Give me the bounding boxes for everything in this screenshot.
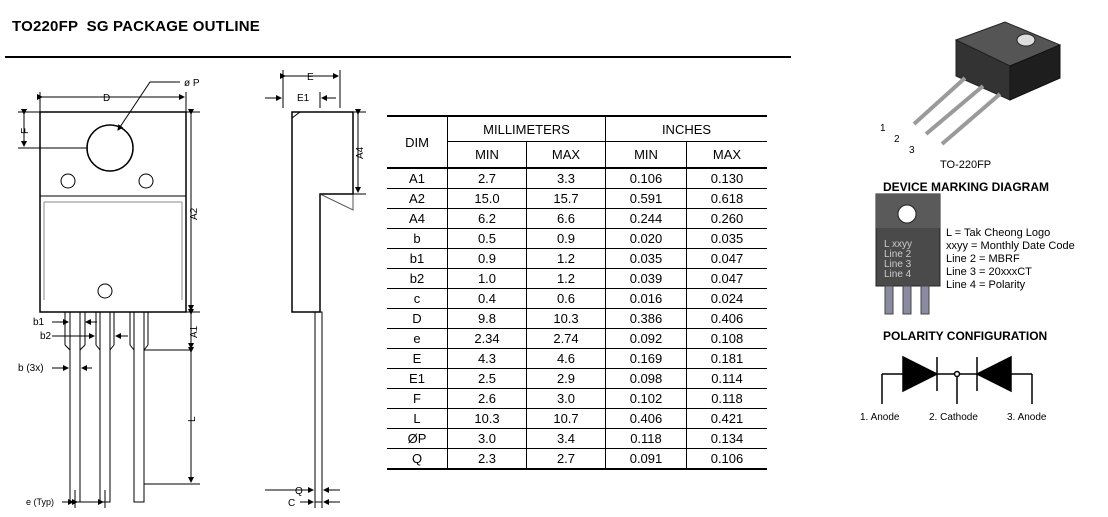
- table-row: [387, 349, 767, 369]
- marking-title: DEVICE MARKING DIAGRAM: [883, 180, 1050, 194]
- pkg-pin-3: 3: [909, 145, 915, 156]
- dim-value-cell: 0.020: [606, 229, 687, 249]
- dim-value-cell: 2.3: [448, 449, 527, 470]
- dim-value-cell: 0.591: [606, 189, 687, 209]
- label-b1: b1: [33, 317, 45, 328]
- dim-value-cell: 0.114: [687, 369, 768, 389]
- dim-value-cell: 0.106: [606, 168, 687, 189]
- table-header-mm: MILLIMETERS: [448, 116, 606, 142]
- dim-value-cell: 15.7: [527, 189, 606, 209]
- dim-value-cell: 6.2: [448, 209, 527, 229]
- dim-value-cell: 0.386: [606, 309, 687, 329]
- label-a1: A1: [189, 325, 200, 338]
- dim-value-cell: 3.3: [527, 168, 606, 189]
- dim-value-cell: 0.9: [448, 249, 527, 269]
- pkg-pin-2: 2: [894, 134, 900, 145]
- label-f: F: [20, 127, 31, 134]
- table-row: [387, 309, 767, 329]
- dim-value-cell: 0.118: [687, 389, 768, 409]
- label-d: D: [103, 93, 111, 104]
- dim-value-cell: 0.118: [606, 429, 687, 449]
- polarity-pin-2: 2. Cathode: [929, 412, 978, 423]
- dim-value-cell: 0.035: [606, 249, 687, 269]
- dim-value-cell: 2.5: [448, 369, 527, 389]
- polarity-title: POLARITY CONFIGURATION: [883, 329, 1048, 343]
- dim-value-cell: 0.134: [687, 429, 768, 449]
- dim-value-cell: 0.4: [448, 289, 527, 309]
- pkg-pin-1: 1: [880, 123, 886, 134]
- dim-value-cell: 10.3: [448, 409, 527, 429]
- dim-value-cell: 0.406: [687, 309, 768, 329]
- dim-value-cell: 0.047: [687, 269, 768, 289]
- dim-value-cell: 0.6: [527, 289, 606, 309]
- dim-name-cell: A4: [387, 209, 448, 229]
- dim-value-cell: 0.169: [606, 349, 687, 369]
- dim-value-cell: 10.3: [527, 309, 606, 329]
- dim-value-cell: 2.6: [448, 389, 527, 409]
- legend-line: Line 2 = MBRF: [946, 253, 1020, 265]
- dim-value-cell: 0.181: [687, 349, 768, 369]
- dim-value-cell: 9.8: [448, 309, 527, 329]
- dim-value-cell: 0.108: [687, 329, 768, 349]
- dim-name-cell: D: [387, 309, 448, 329]
- legend-line: Line 4 = Polarity: [946, 279, 1026, 291]
- polarity-pin-3: 3. Anode: [1007, 412, 1047, 423]
- table-header-in-max: MAX: [687, 142, 768, 169]
- chip-line-3: Line 3: [884, 259, 912, 270]
- page-title: TO220FP SG PACKAGE OUTLINE: [12, 18, 260, 35]
- mount-hole: [87, 125, 133, 171]
- label-etyp: e (Typ): [26, 497, 55, 507]
- polarity-pin-1: 1. Anode: [860, 412, 900, 423]
- dim-value-cell: 0.098: [606, 369, 687, 389]
- dim-value-cell: 2.34: [448, 329, 527, 349]
- dim-value-cell: 0.047: [687, 249, 768, 269]
- dim-value-cell: 6.6: [527, 209, 606, 229]
- table-row: [387, 409, 767, 429]
- dim-value-cell: 0.130: [687, 168, 768, 189]
- dim-value-cell: 1.2: [527, 249, 606, 269]
- dim-value-cell: 0.091: [606, 449, 687, 470]
- dim-name-cell: L: [387, 409, 448, 429]
- label-b2: b2: [40, 331, 52, 342]
- label-l: L: [187, 416, 198, 422]
- dim-value-cell: 10.7: [527, 409, 606, 429]
- label-c: C: [288, 498, 296, 509]
- table-row: [387, 329, 767, 349]
- label-e: E: [307, 72, 314, 83]
- table-header-in: INCHES: [606, 116, 768, 142]
- dim-value-cell: 2.74: [527, 329, 606, 349]
- dim-value-cell: 4.6: [527, 349, 606, 369]
- dim-value-cell: 0.5: [448, 229, 527, 249]
- dim-value-cell: 0.106: [687, 449, 768, 470]
- dim-name-cell: b: [387, 229, 448, 249]
- table-row: [387, 289, 767, 309]
- dim-value-cell: 0.618: [687, 189, 768, 209]
- dim-value-cell: 15.0: [448, 189, 527, 209]
- package-caption: TO-220FP: [940, 159, 992, 171]
- dim-name-cell: ØP: [387, 429, 448, 449]
- dim-name-cell: b2: [387, 269, 448, 289]
- dimension-table: [387, 115, 767, 470]
- dim-value-cell: 2.7: [527, 449, 606, 470]
- dim-name-cell: A1: [387, 168, 448, 189]
- table-row: [387, 429, 767, 449]
- label-q: Q: [295, 486, 303, 497]
- chip-line-4: Line 4: [884, 269, 912, 280]
- dim-name-cell: e: [387, 329, 448, 349]
- dim-value-cell: 1.0: [448, 269, 527, 289]
- table-row: [387, 249, 767, 269]
- front-body: [40, 112, 186, 312]
- table-row: [387, 449, 767, 470]
- table-header-mm-min: MIN: [448, 142, 527, 169]
- label-e1: E1: [297, 93, 310, 104]
- dim-value-cell: 0.102: [606, 389, 687, 409]
- label-phip: ø P: [184, 78, 200, 89]
- polarity-schematic: [882, 357, 1032, 404]
- table-row: [387, 229, 767, 249]
- table-row: [387, 269, 767, 289]
- marking-legend: [946, 227, 1075, 292]
- table-header-mm-max: MAX: [527, 142, 606, 169]
- dim-value-cell: 0.039: [606, 269, 687, 289]
- dim-name-cell: A2: [387, 189, 448, 209]
- dim-name-cell: F: [387, 389, 448, 409]
- dim-value-cell: 3.4: [527, 429, 606, 449]
- table-row: [387, 369, 767, 389]
- dim-value-cell: 0.9: [527, 229, 606, 249]
- dim-value-cell: 0.024: [687, 289, 768, 309]
- dim-value-cell: 0.016: [606, 289, 687, 309]
- chip-line-2: Line 2: [884, 249, 912, 260]
- dim-value-cell: 0.244: [606, 209, 687, 229]
- dim-value-cell: 0.092: [606, 329, 687, 349]
- dim-value-cell: 2.7: [448, 168, 527, 189]
- dim-value-cell: 4.3: [448, 349, 527, 369]
- package-3d-image: [914, 22, 1060, 144]
- dim-name-cell: Q: [387, 449, 448, 470]
- dim-name-cell: c: [387, 289, 448, 309]
- dim-value-cell: 0.260: [687, 209, 768, 229]
- legend-line: L = Tak Cheong Logo: [946, 227, 1051, 239]
- dim-value-cell: 2.9: [527, 369, 606, 389]
- chip-line-1: L xxyy: [884, 239, 912, 250]
- legend-line: Line 3 = 20xxxCT: [946, 266, 1032, 278]
- dim-value-cell: 1.2: [527, 269, 606, 289]
- table-header-in-min: MIN: [606, 142, 687, 169]
- dim-value-cell: 3.0: [448, 429, 527, 449]
- dim-name-cell: E1: [387, 369, 448, 389]
- dim-name-cell: E: [387, 349, 448, 369]
- legend-line: xxyy = Monthly Date Code: [946, 240, 1075, 252]
- dim-value-cell: 0.421: [687, 409, 768, 429]
- dim-value-cell: 0.406: [606, 409, 687, 429]
- table-header-dim: DIM: [387, 116, 448, 168]
- label-b3x: b (3x): [18, 363, 44, 374]
- label-a2: A2: [189, 207, 200, 220]
- table-row: [387, 209, 767, 229]
- dim-value-cell: 0.035: [687, 229, 768, 249]
- table-row: [387, 168, 767, 189]
- table-row: [387, 189, 767, 209]
- table-row: [387, 389, 767, 409]
- label-a4: A4: [355, 146, 366, 159]
- dim-name-cell: b1: [387, 249, 448, 269]
- dim-value-cell: 3.0: [527, 389, 606, 409]
